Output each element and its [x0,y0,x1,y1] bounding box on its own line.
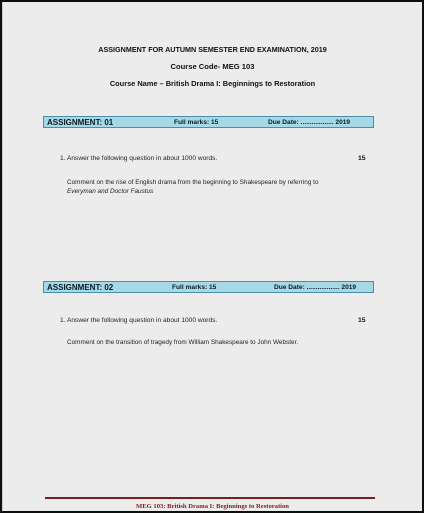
assignment-01-marks: 15 [358,155,366,162]
document-page [2,2,422,511]
exam-title: ASSIGNMENT FOR AUTUMN SEMESTER END EXAMINATION, 2019 [98,45,327,54]
assignment-02-marks: 15 [358,317,366,324]
assignment-01-full-marks: Full marks: 15 [174,119,219,126]
assignment-02-due-date: Due Date: .................. 2019 [274,284,357,291]
assignment-02-bar [43,281,374,293]
footer-rule [45,497,375,499]
assignment-01-title: ASSIGNMENT: 01 [47,118,114,127]
assignment-01-prompt-line-1: Comment on the rise of English drama from the beginning to Shakespeare by referring to [67,179,319,186]
assignment-01-prompt-line-2: Everyman and Doctor Faustus [67,188,154,195]
assignment-01-bar [43,116,374,128]
footer-text: MEG 103: British Drama I: Beginnings to Restoration [136,503,289,510]
assignment-02-question: 1. Answer the following question in about 1000 words. [60,317,218,324]
assignment-01-due-date: Due Date: .................. 2019 [268,119,351,126]
assignment-02-title: ASSIGNMENT: 02 [47,283,114,292]
assignment-01-question: 1. Answer the following question in about 1000 words. [60,155,218,162]
course-code: Course Code- MEG 103 [170,62,255,71]
assignment-02-prompt: Comment on the transition of tragedy from William Shakespeare to John Webster. [67,339,299,346]
course-name: Course Name – British Drama I: Beginnings to Restoration [109,79,316,88]
assignment-01-prompt [67,178,357,196]
assignment-02-full-marks: Full marks: 15 [172,284,217,291]
